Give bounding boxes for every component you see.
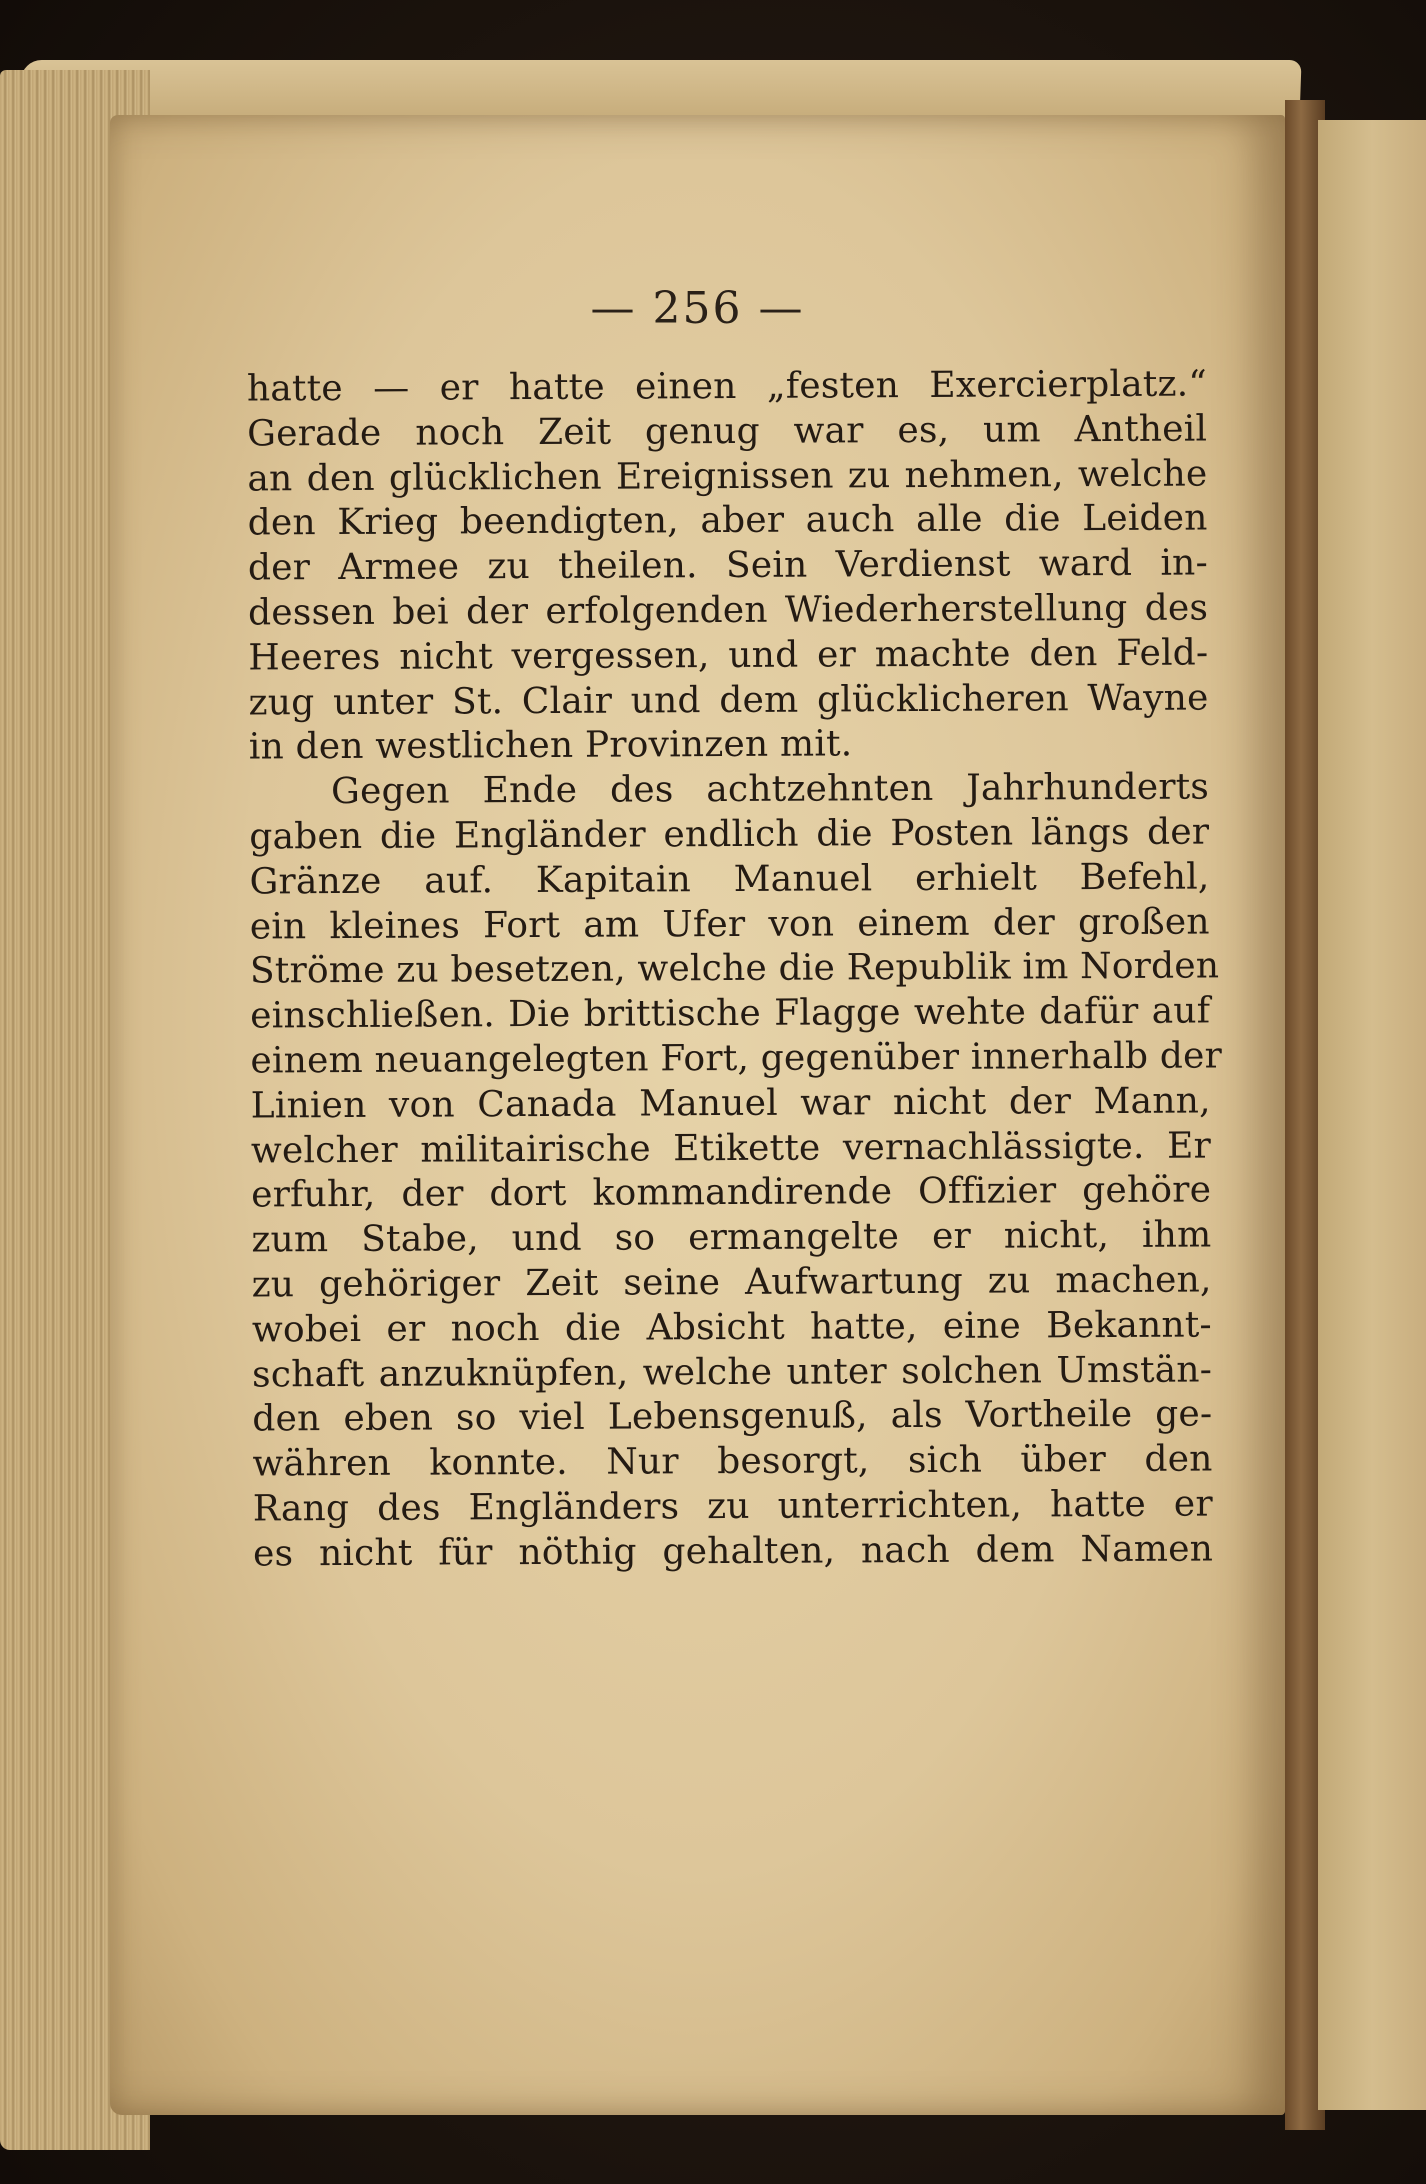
- text-line: zug unter St. Clair und dem glücklicheren Wayne: [248, 677, 1209, 724]
- text-line: Gerade noch Zeit genug war es, um Antheil: [247, 408, 1208, 455]
- text-line: gaben die Engländer endlich die Posten längs der: [249, 811, 1210, 858]
- text-line: an den glücklichen Ereignissen zu nehmen, welche: [247, 453, 1208, 500]
- text-line: Ströme zu besetzen, welche die Republik im Norden: [249, 945, 1220, 992]
- text-line: es nicht für nöthig gehalten, nach dem Namen: [252, 1528, 1214, 1575]
- text-line: in den westlichen Provinzen mit.: [248, 723, 853, 768]
- text-line: wobei er noch die Absicht hatte, eine Bekannt-: [251, 1304, 1212, 1351]
- text-line: erfuhr, der dort kommandirende Offizier gehöre: [251, 1169, 1212, 1216]
- page-text: [246, 362, 1223, 1577]
- text-line: einem neuangelegten Fort, gegenüber innerhalb der: [250, 1035, 1223, 1082]
- text-line: währen konnte. Nur besorgt, sich über den: [252, 1438, 1213, 1485]
- text-line: Linien von Canada Manuel war nicht der Mann,: [250, 1080, 1211, 1127]
- page-number: — 256 —: [590, 283, 805, 334]
- text-line: schaft anzuknüpfen, welche unter solchen Umstän-: [252, 1349, 1213, 1396]
- text-line: welcher militairische Etikette vernachlässigte. Er: [250, 1125, 1212, 1172]
- text-line: Gränze auf. Kapitain Manuel erhielt Befehl,: [249, 856, 1210, 903]
- text-line: Heeres nicht vergessen, und er machte den Feld-: [248, 632, 1209, 679]
- text-line: hatte — er hatte einen „festen Exercierplatz.“: [246, 363, 1208, 410]
- text-line: ein kleines Fort am Ufer von einem der großen: [249, 901, 1210, 948]
- text-line: dessen bei der erfolgenden Wiederherstellung des: [248, 587, 1209, 634]
- text-line: den eben so viel Lebensgenuß, als Vortheile ge-: [252, 1393, 1213, 1440]
- text-line: Rang des Engländers zu unterrichten, hatte er: [252, 1483, 1213, 1530]
- text-line: zum Stabe, und so ermangelte er nicht, ihm: [251, 1214, 1212, 1261]
- text-line: einschließen. Die brittische Flagge wehte dafür auf: [250, 990, 1211, 1037]
- text-line: Gegen Ende des achtzehnten Jahrhunderts: [330, 766, 1210, 813]
- right-page-leaf: [1318, 120, 1426, 2110]
- text-line: zu gehöriger Zeit seine Aufwartung zu machen,: [251, 1259, 1212, 1306]
- text-line: der Armee zu theilen. Sein Verdienst ward in-: [247, 542, 1208, 589]
- text-line: den Krieg beendigten, aber auch alle die Leiden: [247, 497, 1208, 544]
